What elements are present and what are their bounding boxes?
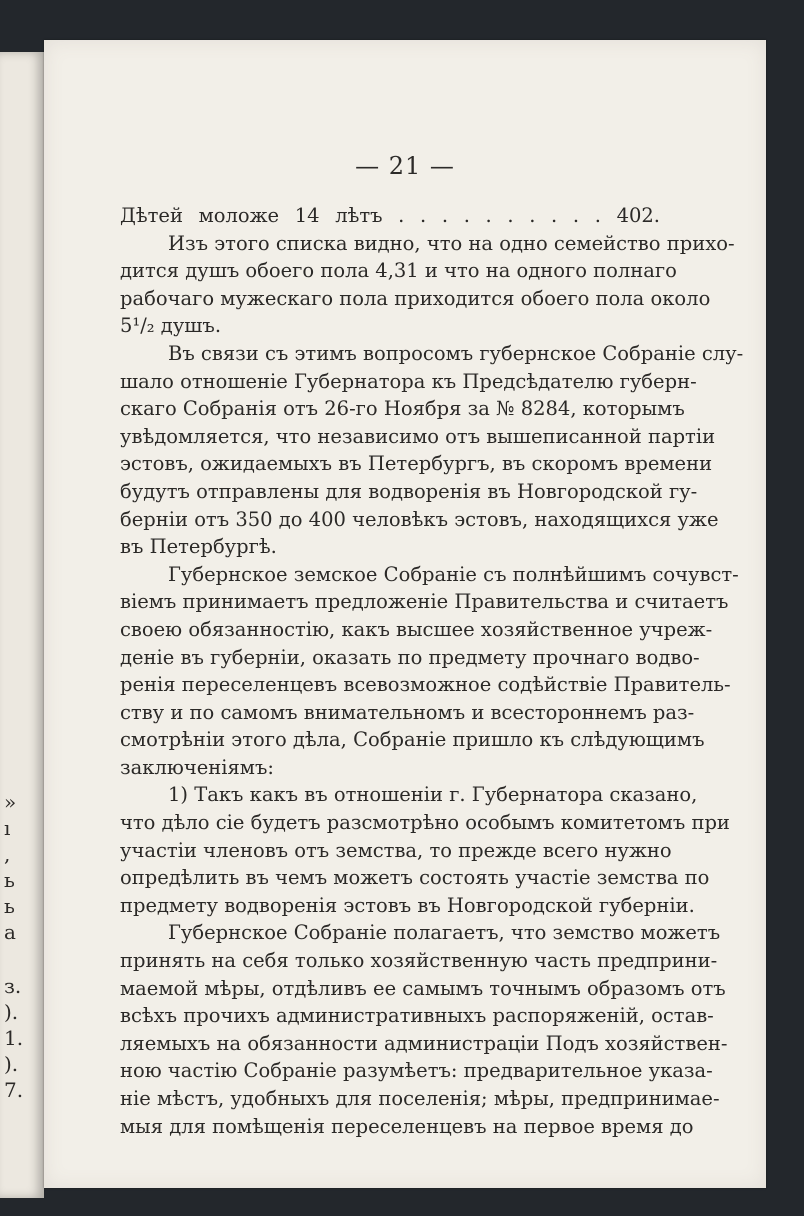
text-line: маемой мѣры, отдѣливъ ее самымъ точнымъ образомъ отъ bbox=[120, 976, 726, 1000]
text-line: дится душъ обоего пола 4,31 и что на одного полнаго bbox=[120, 259, 677, 283]
text-line: 1) Такъ какъ въ отношеніи г. Губернатора сказано, bbox=[168, 783, 698, 807]
prev-page-fragment: ь bbox=[4, 894, 15, 918]
text-line: Изъ этого списка видно, что на одно семейство прихо- bbox=[168, 231, 735, 255]
prev-page-fragment: ). bbox=[4, 1000, 19, 1024]
prev-page-fragment: а bbox=[4, 920, 16, 944]
text-line: своею обязанностію, какъ высшее хозяйственное учреж- bbox=[120, 617, 713, 641]
text-line: віемъ принимаетъ предложеніе Правительства и считаетъ bbox=[120, 590, 729, 614]
text-line: будутъ отправлены для водворенія въ Новгородской гу- bbox=[120, 479, 698, 503]
text-line: участіи членовъ отъ земства, то прежде всего нужно bbox=[120, 838, 672, 862]
text-line: ляемыхъ на обязанности администраціи Подъ хозяйствен- bbox=[120, 1031, 728, 1055]
text-line: 5¹/₂ душъ. bbox=[120, 314, 222, 338]
text-line: въ Петербургѣ. bbox=[120, 535, 277, 559]
text-line: увѣдомляется, что независимо отъ вышеписанной партіи bbox=[120, 424, 716, 448]
previous-page-edge bbox=[0, 52, 44, 1198]
prev-page-fragment: ı bbox=[4, 816, 11, 840]
text-line: шало отношеніе Губернатора къ Предсѣдателю губерн- bbox=[120, 369, 697, 393]
text-line: берніи отъ 350 до 400 человѣкъ эстовъ, находящихся уже bbox=[120, 507, 719, 531]
text-line: опредѣлить въ чемъ можетъ состоять участіе земства по bbox=[120, 866, 710, 890]
prev-page-fragment: , bbox=[4, 842, 11, 866]
book-page bbox=[44, 40, 766, 1188]
text-line: Губернское Собраніе полагаетъ, что земство можетъ bbox=[168, 921, 721, 945]
page-text bbox=[120, 202, 744, 1140]
text-line: Въ связи съ этимъ вопросомъ губернское Собраніе слу- bbox=[168, 341, 744, 365]
prev-page-fragment: ь bbox=[4, 868, 15, 892]
text-line: смотрѣніи этого дѣла, Собраніе пришло къ слѣдующимъ bbox=[120, 728, 705, 752]
text-line: деніе въ губерніи, оказать по предмету прочнаго водво- bbox=[120, 645, 700, 669]
text-line: эстовъ, ожидаемыхъ въ Петербургъ, въ скоромъ времени bbox=[120, 452, 713, 476]
text-line: предмету водворенія эстовъ въ Новгородской губерніи. bbox=[120, 893, 695, 917]
prev-page-fragment: 1. bbox=[4, 1026, 24, 1050]
prev-page-fragment: 7. bbox=[4, 1078, 24, 1102]
text-line: рабочаго мужескаго пола приходится обоего пола около bbox=[120, 286, 711, 310]
text-line: ніе мѣстъ, удобныхъ для поселенія; мѣры, предпринимае- bbox=[120, 1087, 720, 1110]
text-line: ству и по самомъ внимательномъ и всестороннемъ раз- bbox=[120, 700, 695, 724]
page-number: — 21 — bbox=[355, 152, 455, 180]
text-line: ною частію Собраніе разумѣетъ: предварительное указа- bbox=[120, 1059, 713, 1083]
text-line: заключеніямъ: bbox=[120, 755, 274, 779]
text-line: всѣхъ прочихъ административныхъ распоряженій, остав- bbox=[120, 1004, 714, 1028]
prev-page-fragment: з. bbox=[4, 974, 22, 998]
text-line: ренія переселенцевъ всевозможное содѣйствіе Правитель- bbox=[120, 673, 731, 697]
text-line: Губернское земское Собраніе съ полнѣйшимъ сочувст- bbox=[168, 562, 739, 586]
text-line: мыя для помѣщенія переселенцевъ на первое время до bbox=[120, 1114, 694, 1138]
prev-page-fragment: » bbox=[4, 790, 17, 814]
text-line: Дѣтей моложе 14 лѣтъ . . . . . . . . . . 402. bbox=[120, 204, 660, 227]
text-line: что дѣло сіе будетъ разсмотрѣно особымъ комитетомъ при bbox=[120, 811, 730, 835]
text-line: принять на себя только хозяйственную часть предприни- bbox=[120, 949, 718, 973]
prev-page-fragment: ). bbox=[4, 1052, 19, 1076]
text-line: скаго Собранія отъ 26-го Ноября за № 8284, которымъ bbox=[120, 397, 685, 421]
